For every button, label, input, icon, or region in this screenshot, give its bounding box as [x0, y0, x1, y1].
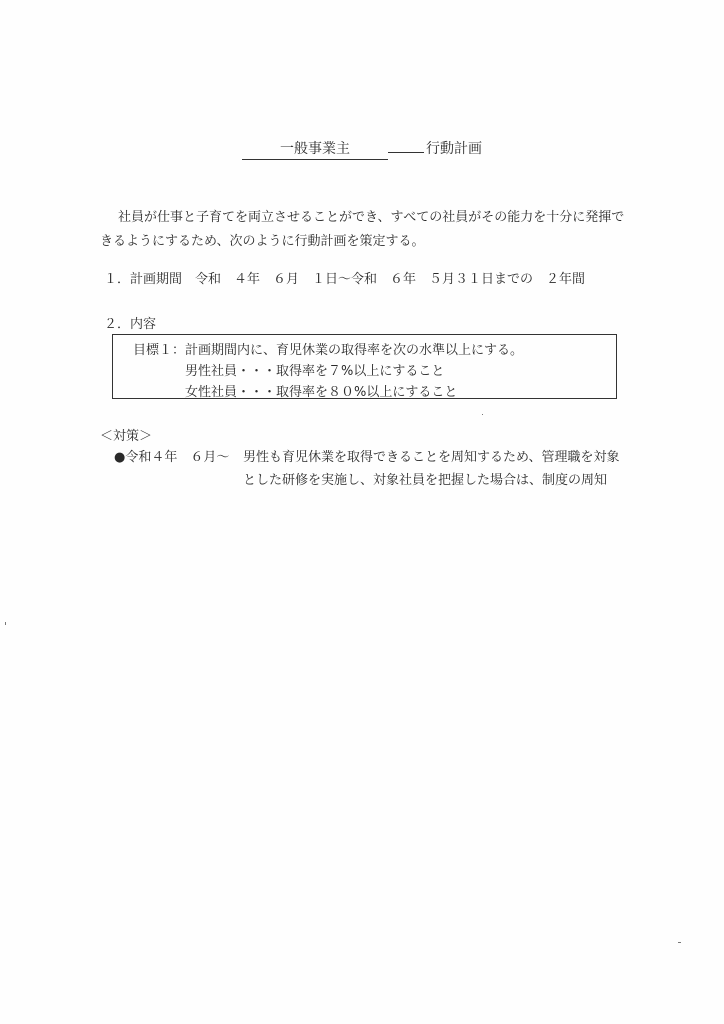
- scan-speck: [482, 414, 483, 415]
- contents-heading: ２．内容: [104, 317, 157, 332]
- goal-line: 目標１：計画期間内に、育児休業の取得率を次の水準以上にする。: [133, 343, 524, 358]
- measure-description: [243, 446, 623, 492]
- measure-date: ●令和４年 ６月～: [114, 450, 230, 465]
- measure-line-2: とした研修を実施し、対象社員を把握した場合は、制度の周知: [243, 473, 608, 488]
- measure-line-1: 男性も育児休業を取得できることを周知するため、管理職を対象: [243, 450, 620, 465]
- scan-speck: [678, 942, 681, 943]
- measures-heading: ＜対策＞: [100, 429, 153, 444]
- employer-name-field: 一般事業主: [242, 138, 388, 160]
- title-suffix: 行動計画: [426, 141, 482, 157]
- title-underline: [388, 152, 424, 153]
- intro-paragraph: [100, 206, 630, 254]
- goal-box: [112, 334, 617, 399]
- document-title: [0, 138, 724, 160]
- plan-period: １．計画期間 令和 ４年 ６月 １日～令和 ６年 ５月３１日までの ２年間: [104, 272, 586, 287]
- intro-line-2: きるようにするため、次のように行動計画を策定する。: [100, 234, 425, 249]
- intro-line-1: 社員が仕事と子育てを両立させることができ、すべての社員がその能力を十分に発揮で: [118, 210, 625, 225]
- scan-speck: [5, 622, 6, 625]
- target-female: 女性社員・・・取得率を８０%以上にすること: [185, 385, 458, 400]
- target-male: 男性社員・・・取得率を７%以上にすること: [185, 364, 445, 379]
